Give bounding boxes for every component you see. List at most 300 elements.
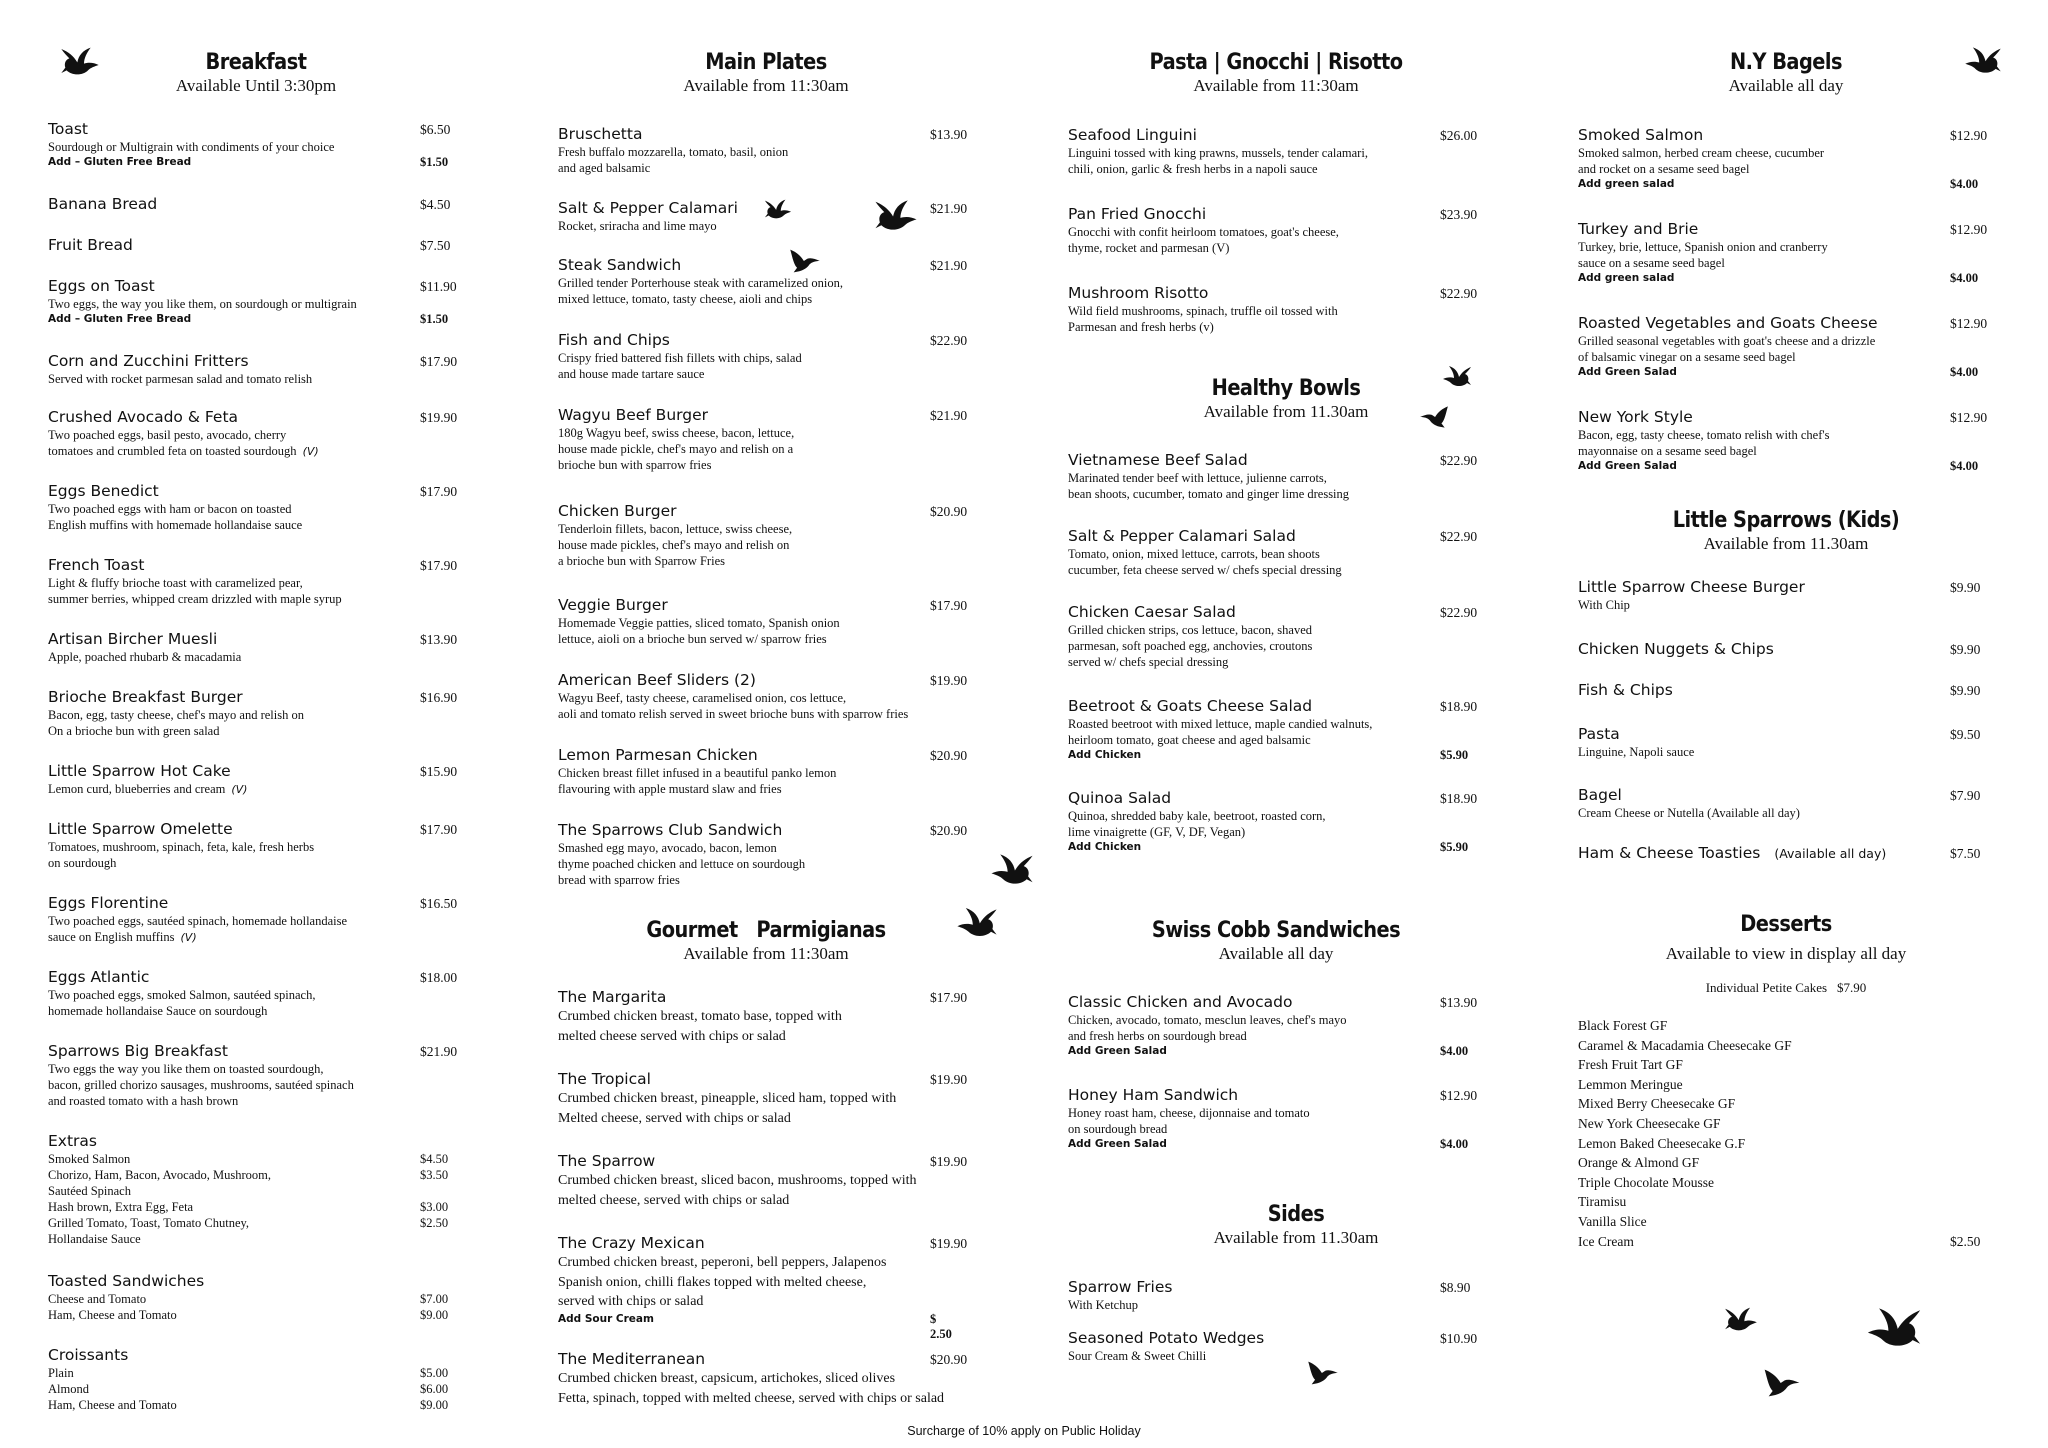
menu-item[interactable]: [1068, 284, 1478, 335]
item-desc: a brioche bun with Sparrow Fries: [558, 554, 725, 568]
cake-item: Tiramisu: [1578, 1194, 1627, 1210]
item-price: $17.90: [930, 990, 968, 1005]
item-desc: Two eggs the way you like them on toasted sourdough,: [48, 1062, 324, 1076]
kids-title: Little Sparrows (Kids): [1672, 508, 1900, 533]
item-price: $18.90: [1440, 699, 1478, 714]
item-name: Eggs on Toast: [48, 277, 155, 295]
item-name: Classic Chicken and Avocado: [1068, 993, 1293, 1011]
item-name: Roasted Vegetables and Goats Cheese: [1578, 314, 1878, 332]
cobb-title: Swiss Cobb Sandwiches: [1151, 918, 1401, 943]
menu-item[interactable]: [558, 988, 968, 1046]
item-price: $7.50: [1950, 846, 1981, 861]
item-desc: Turkey, brie, lettuce, Spanish onion and cranberry: [1578, 240, 1828, 254]
extras-row: Sautéed Spinach: [48, 1184, 131, 1198]
extras-row: Hash brown, Extra Egg, Feta $3.00: [48, 1200, 449, 1214]
item-price: $10.90: [1440, 1331, 1478, 1346]
desserts-subtitle: Available to view in display all day: [1665, 944, 1907, 963]
item-desc: chili, onion, garlic & fresh herbs in a napoli sauce: [1068, 162, 1318, 176]
item-desc: thyme, rocket and parmesan (V): [1068, 241, 1230, 255]
item-name: The Mediterranean: [558, 1350, 706, 1368]
breakfast-title: Breakfast: [205, 50, 307, 75]
item-price: $4.50: [420, 197, 451, 212]
menu-item[interactable]: [1068, 527, 1478, 578]
extras-row: Hollandaise Sauce: [48, 1232, 141, 1246]
pasta-subtitle: Available from 11:30am: [1193, 76, 1359, 95]
menu-item[interactable]: [1068, 205, 1478, 256]
item-desc: Cream Cheese or Nutella (Available all day): [1578, 806, 1800, 820]
item-addon: Add Green Salad $4.00: [1068, 1137, 1469, 1151]
item-name: Brioche Breakfast Burger: [48, 688, 243, 706]
menu-item[interactable]: [48, 688, 458, 739]
item-price: $19.90: [420, 410, 458, 425]
item-price: $22.90: [1440, 453, 1478, 468]
cobb-subtitle: Available all day: [1218, 944, 1334, 963]
croissant-row: Plain $5.00: [48, 1366, 449, 1380]
item-addon: Add Chicken $5.90: [1068, 840, 1469, 854]
item-price: $19.90: [930, 673, 968, 688]
menu-item[interactable]: [1068, 1086, 1478, 1152]
bird-icon: [990, 852, 1034, 886]
menu-item[interactable]: [558, 746, 968, 797]
bird-icon: [1964, 46, 2002, 74]
menu-item[interactable]: [1068, 789, 1478, 855]
parmigianas-subtitle: Available from 11:30am: [683, 944, 849, 963]
menu-item[interactable]: [1068, 451, 1478, 502]
menu-item[interactable]: [558, 125, 968, 176]
item-desc: melted cheese, served with chips or salad: [558, 1192, 790, 1208]
sides-title: Sides: [1267, 1202, 1325, 1227]
menu-item[interactable]: [48, 236, 451, 255]
item-addon: Add Chicken $5.90: [1068, 748, 1469, 762]
menu-item[interactable]: [48, 482, 458, 533]
menu-item[interactable]: [558, 596, 968, 647]
bowls-title: Healthy Bowls: [1211, 376, 1361, 401]
menu-item[interactable]: [1578, 314, 1988, 380]
bagels-subtitle: Available all day: [1728, 76, 1844, 95]
menu-item[interactable]: [48, 762, 458, 798]
desserts-title: Desserts: [1740, 912, 1832, 937]
item-desc: Two poached eggs with ham or bacon on toasted: [48, 502, 292, 516]
bird-icon: [1418, 404, 1450, 430]
item-price: $17.90: [420, 484, 458, 499]
item-desc: on sourdough bread: [1068, 1122, 1168, 1136]
extras-row: Grilled Tomato, Toast, Tomato Chutney, $2.50: [48, 1216, 449, 1230]
item-desc: Grilled tender Porterhouse steak with caramelized onion,: [558, 276, 843, 290]
item-desc: Served with rocket parmesan salad and tomato relish: [48, 372, 313, 386]
item-desc: house made pickle, chef's mayo and relish on a: [558, 442, 794, 456]
item-desc: Bacon, egg, tasty cheese, tomato relish with chef's: [1578, 428, 1830, 442]
bird-icon: [956, 906, 998, 938]
item-name: Honey Ham Sandwich: [1068, 1086, 1239, 1104]
item-name: Vietnamese Beef Salad: [1068, 451, 1248, 469]
toasted-row: Cheese and Tomato $7.00: [48, 1292, 449, 1306]
menu-item[interactable]: [558, 671, 968, 722]
surcharge-note: Surcharge of 10% apply on Public Holiday: [907, 1424, 1141, 1438]
item-desc: Homemade Veggie patties, sliced tomato, Spanish onion: [558, 616, 840, 630]
item-desc: Marinated tender beef with lettuce, julienne carrots,: [1068, 471, 1327, 485]
item-name: Fish & Chips: [1578, 681, 1673, 699]
extras-title: Extras: [48, 1132, 97, 1150]
item-desc: bread with sparrow fries: [558, 873, 680, 887]
item-addon: Add Sour Cream $ 2.50: [558, 1311, 952, 1341]
item-desc: served w/ chefs special dressing: [1068, 655, 1229, 669]
item-desc: English muffins with homemade hollandaise sauce: [48, 518, 303, 532]
croissant-row: Ham, Cheese and Tomato $9.00: [48, 1398, 449, 1412]
cake-item: Triple Chocolate Mousse: [1578, 1174, 1714, 1190]
item-desc: homemade hollandaise Sauce on sourdough: [48, 1004, 268, 1018]
toasted-sandwiches-group: [48, 1272, 468, 1323]
item-desc: Light & fluffy brioche toast with caramelized pear,: [48, 576, 303, 590]
item-price: $7.50: [420, 238, 451, 253]
item-name: Bruschetta: [558, 125, 643, 143]
menu-item[interactable]: [1068, 603, 1478, 670]
item-desc: Wagyu Beef, tasty cheese, caramelised onion, cos lettuce,: [558, 691, 847, 705]
menu-item[interactable]: [1578, 786, 1981, 821]
menu-item[interactable]: [1578, 578, 1981, 613]
item-name: Chicken Nuggets & Chips: [1578, 640, 1774, 658]
cake-item: Black Forest GF: [1578, 1018, 1668, 1033]
item-name: The Sparrows Club Sandwich: [558, 821, 783, 839]
item-desc: melted cheese served with chips or salad: [558, 1028, 786, 1044]
pasta-title: Pasta | Gnocchi | Risotto: [1149, 50, 1403, 75]
menu-item[interactable]: [1578, 640, 1981, 659]
item-desc: mayonnaise on a sesame seed bagel: [1578, 444, 1757, 458]
item-desc: and fresh herbs on sourdough bread: [1068, 1029, 1247, 1043]
item-desc: Crumbed chicken breast, peperoni, bell peppers, Jalapenos: [558, 1255, 887, 1270]
item-price: $12.90: [1950, 316, 1988, 331]
item-desc: Crumbed chicken breast, capsicum, artichokes, sliced olives: [558, 1371, 896, 1386]
menu-item[interactable]: [1068, 126, 1478, 177]
item-name: Fruit Bread: [48, 236, 133, 254]
item-price: $9.50: [1950, 727, 1981, 742]
item-desc: Fresh buffalo mozzarella, tomato, basil, onion: [558, 145, 789, 159]
item-price: $6.50: [420, 122, 451, 137]
item-desc: On a brioche bun with green salad: [48, 724, 220, 738]
menu-item[interactable]: [1068, 1329, 1478, 1364]
menu-item[interactable]: [1578, 725, 1981, 760]
item-name: Chicken Caesar Salad: [1068, 603, 1236, 621]
bird-icon: [764, 198, 792, 220]
menu-item[interactable]: [1578, 220, 1988, 286]
item-desc: Crispy fried battered fish fillets with chips, salad: [558, 351, 802, 365]
item-desc: and house made tartare sauce: [558, 367, 705, 381]
item-price: $22.90: [1440, 605, 1478, 620]
item-name: The Tropical: [558, 1070, 651, 1088]
cake-item: Mixed Berry Cheesecake GF: [1578, 1096, 1736, 1112]
item-desc: bacon, grilled chorizo sausages, mushrooms, sautéed spinach: [48, 1078, 354, 1092]
main-plates-title: Main Plates: [705, 50, 827, 75]
menu-item[interactable]: [558, 1152, 968, 1210]
item-price: $16.50: [420, 896, 458, 911]
petite-cakes-line: Individual Petite Cakes $7.90: [1705, 980, 1867, 995]
item-desc: Fetta, spinach, topped with melted cheese, served with chips or salad: [558, 1390, 945, 1406]
menu-item[interactable]: [48, 408, 458, 460]
menu-item[interactable]: [1068, 1278, 1471, 1313]
item-addon: Add – Gluten Free Bread $1.50: [48, 312, 449, 326]
cake-item: Caramel & Macadamia Cheesecake GF: [1578, 1037, 1792, 1053]
menu-item[interactable]: [48, 968, 458, 1019]
croissant-row: Almond $6.00: [48, 1382, 449, 1396]
bird-icon: [874, 198, 918, 232]
breakfast-column: [46, 0, 466, 1448]
menu-item[interactable]: [558, 1070, 968, 1128]
item-desc: house made pickles, chef's mayo and relish on: [558, 538, 790, 552]
item-name: Fish and Chips: [558, 331, 670, 349]
item-desc: Two poached eggs, smoked Salmon, sautéed spinach,: [48, 988, 316, 1002]
item-name: Eggs Florentine: [48, 894, 169, 912]
item-desc: Lemon curd, blueberries and cream (V): [48, 782, 248, 796]
item-desc: Grilled seasonal vegetables with goat's cheese and a drizzle: [1578, 334, 1876, 348]
menu-item[interactable]: [48, 556, 458, 607]
item-price: $7.90: [1950, 788, 1981, 803]
bagels-title: N.Y Bagels: [1729, 50, 1843, 75]
item-addon: Add Green Salad $4.00: [1578, 365, 1979, 379]
cake-item: Lemmon Meringue: [1578, 1076, 1683, 1092]
cake-item: New York Cheesecake GF: [1578, 1115, 1721, 1131]
item-desc: Honey roast ham, cheese, dijonnaise and tomato: [1068, 1106, 1310, 1120]
bird-icon: [1442, 364, 1472, 388]
menu-item[interactable]: [558, 331, 968, 382]
item-desc: mixed lettuce, tomato, tasty cheese, aioli and chips: [558, 292, 813, 306]
croissants-group: [48, 1346, 468, 1413]
item-price: $15.90: [420, 764, 458, 779]
item-desc: and roasted tomato with a hash brown: [48, 1094, 239, 1108]
item-price: $20.90: [930, 748, 968, 763]
item-price: $17.90: [420, 558, 458, 573]
menu-item[interactable]: [48, 277, 457, 327]
item-desc: cucumber, feta cheese served w/ chefs special dressing: [1068, 563, 1342, 577]
item-desc: sauce on English muffins (V): [48, 930, 197, 944]
item-name: Steak Sandwich: [558, 256, 682, 274]
item-price: $19.90: [930, 1072, 968, 1087]
item-addon: Add Green Salad $4.00: [1068, 1044, 1469, 1058]
cake-item: Lemon Baked Cheesecake G.F: [1578, 1135, 1746, 1151]
item-name: Bagel: [1578, 786, 1622, 804]
item-desc: aoli and tomato relish served in sweet brioche buns with sparrow fries: [558, 707, 909, 721]
item-name: Lemon Parmesan Chicken: [558, 746, 758, 764]
bird-icon: [788, 248, 822, 274]
item-desc: Grilled chicken strips, cos lettuce, bacon, shaved: [1068, 623, 1313, 637]
item-desc: 180g Wagyu beef, swiss cheese, bacon, lettuce,: [558, 426, 795, 440]
menu-item[interactable]: [1578, 681, 1981, 700]
item-desc: Chicken breast fillet infused in a beautiful panko lemon: [558, 766, 837, 780]
item-addon: Add green salad $4.00: [1578, 271, 1979, 285]
bird-icon: [1866, 1306, 1922, 1348]
item-desc: Linguine, Napoli sauce: [1578, 745, 1695, 759]
menu-item[interactable]: [48, 894, 458, 946]
item-desc: Parmesan and fresh herbs (v): [1068, 320, 1214, 334]
menu-item[interactable]: [48, 820, 458, 871]
menu-item[interactable]: [1068, 697, 1478, 763]
item-price: $20.90: [930, 504, 968, 519]
item-desc: With Chip: [1578, 598, 1630, 612]
item-name: New York Style: [1578, 408, 1693, 426]
menu-item[interactable]: [558, 406, 968, 473]
menu-item[interactable]: [48, 630, 458, 665]
item-price: $12.90: [1950, 128, 1988, 143]
item-addon: Add – Gluten Free Bread $1.50: [48, 155, 449, 169]
sides-subtitle: Available from 11.30am: [1213, 1228, 1379, 1247]
item-name: Beetroot & Goats Cheese Salad: [1068, 697, 1313, 715]
item-desc: Apple, poached rhubarb & macadamia: [48, 650, 242, 664]
item-price: $19.90: [930, 1154, 968, 1169]
item-desc: Linguini tossed with king prawns, mussels, tender calamari,: [1068, 146, 1368, 160]
item-desc: lettuce, aioli on a brioche bun served w/ sparrow fries: [558, 632, 827, 646]
item-desc: heirloom tomato, goat cheese and aged balsamic: [1068, 733, 1311, 747]
item-desc: of balsamic vinegar on a sesame seed bagel: [1578, 350, 1796, 364]
item-price: $17.90: [420, 822, 458, 837]
menu-item[interactable]: [1578, 408, 1988, 474]
item-desc: Sourdough or Multigrain with condiments of your choice: [48, 140, 335, 154]
item-price: $20.90: [930, 823, 968, 838]
item-desc: flavouring with apple mustard slaw and fries: [558, 782, 782, 796]
menu-item[interactable]: [1068, 993, 1478, 1059]
item-desc: sauce on a sesame seed bagel: [1578, 256, 1725, 270]
item-name: Crushed Avocado & Feta: [48, 408, 239, 426]
item-price: $18.90: [1440, 791, 1478, 806]
item-price: $13.90: [420, 632, 458, 647]
item-desc: Sour Cream & Sweet Chilli: [1068, 1349, 1207, 1363]
cake-item: Orange & Almond GF: [1578, 1155, 1700, 1171]
menu-item[interactable]: [1578, 126, 1988, 192]
item-desc: Bacon, egg, tasty cheese, chef's mayo and relish on: [48, 708, 304, 722]
item-price: $22.90: [930, 333, 968, 348]
cake-item: Ice Cream $2.50: [1578, 1233, 1981, 1249]
item-name: Eggs Atlantic: [48, 968, 150, 986]
availability-note: (Available all day): [1774, 846, 1887, 861]
item-price: $20.90: [930, 1352, 968, 1367]
item-desc: parmesan, soft poached egg, anchovies, croutons: [1068, 639, 1313, 653]
item-price: $12.90: [1950, 222, 1988, 237]
item-name: The Margarita: [558, 988, 667, 1006]
item-desc: Crumbed chicken breast, tomato base, topped with: [558, 1009, 842, 1024]
item-name: The Crazy Mexican: [558, 1234, 705, 1252]
item-desc: Crumbed chicken breast, sliced bacon, mushrooms, topped with: [558, 1173, 917, 1188]
item-name: Sparrows Big Breakfast: [48, 1042, 228, 1060]
item-name: Turkey and Brie: [1578, 220, 1699, 238]
item-name: Banana Bread: [48, 195, 158, 213]
menu-item[interactable]: [48, 195, 451, 214]
cake-item: Fresh Fruit Tart GF: [1578, 1057, 1683, 1073]
menu-item[interactable]: [558, 1350, 968, 1408]
item-desc: Two poached eggs, sautéed spinach, homemade hollandaise: [48, 914, 348, 928]
item-price: $18.00: [420, 970, 458, 985]
menu-item[interactable]: [558, 821, 968, 888]
item-desc: bean shoots, cucumber, tomato and ginger lime dressing: [1068, 487, 1350, 501]
bagels-kids-column: [1576, 0, 1996, 1448]
item-desc: and aged balsamic: [558, 161, 651, 175]
extras-row: Smoked Salmon $4.50: [48, 1152, 449, 1166]
toasted-row: Ham, Cheese and Tomato $9.00: [48, 1308, 449, 1322]
item-name: Chicken Burger: [558, 502, 677, 520]
item-price: $16.90: [420, 690, 458, 705]
menu-item[interactable]: [558, 199, 968, 234]
bird-icon: [1762, 1368, 1802, 1398]
item-desc: Crumbed chicken breast, pineapple, sliced ham, topped with: [558, 1091, 897, 1106]
item-price: $21.90: [930, 201, 968, 216]
item-name: French Toast: [48, 556, 145, 574]
cake-item: Vanilla Slice: [1578, 1213, 1647, 1229]
item-addon: Add green salad $4.00: [1578, 177, 1979, 191]
item-desc: and rocket on a sesame seed bagel: [1578, 162, 1750, 176]
item-name: Seasoned Potato Wedges: [1068, 1329, 1265, 1347]
item-desc: Tomato, onion, mixed lettuce, carrots, bean shoots: [1068, 547, 1320, 561]
item-price: $9.90: [1950, 683, 1981, 698]
item-desc: Roasted beetroot with mixed lettuce, maple candied walnuts,: [1068, 717, 1373, 731]
item-price: $12.90: [1950, 410, 1988, 425]
item-price: $9.90: [1950, 580, 1981, 595]
item-name: Wagyu Beef Burger: [558, 406, 708, 424]
menu-item[interactable]: [48, 120, 451, 170]
item-desc: Smoked salmon, herbed cream cheese, cucumber: [1578, 146, 1825, 160]
extras-group: [48, 1132, 468, 1247]
menu-item[interactable]: [48, 1042, 458, 1109]
item-name: Sparrow Fries: [1068, 1278, 1173, 1296]
bird-icon: [60, 46, 100, 76]
item-price: $21.90: [930, 408, 968, 423]
pasta-bowls-column: [1066, 0, 1486, 1448]
extras-row: Chorizo, Ham, Bacon, Avocado, Mushroom, $3.50: [48, 1168, 449, 1182]
item-name: Little Sparrow Omelette: [48, 820, 233, 838]
menu-item[interactable]: [48, 352, 458, 387]
item-price: $13.90: [1440, 995, 1478, 1010]
item-desc: Tomatoes, mushroom, spinach, feta, kale, fresh herbs: [48, 840, 315, 854]
item-name: Pasta: [1578, 725, 1620, 743]
menu-item[interactable]: [558, 1234, 968, 1341]
item-desc: brioche bun with sparrow fries: [558, 458, 712, 472]
item-name: Eggs Benedict: [48, 482, 159, 500]
item-addon: Add Green Salad $4.00: [1578, 459, 1979, 473]
toasted-title: Toasted Sandwiches: [48, 1272, 205, 1290]
menu-item[interactable]: [1578, 844, 1981, 863]
item-name: Quinoa Salad: [1068, 789, 1172, 807]
item-price: $9.90: [1950, 642, 1981, 657]
bowls-subtitle: Available from 11.30am: [1203, 402, 1369, 421]
item-name: Toast: [48, 120, 88, 138]
item-name: Salt & Pepper Calamari: [558, 199, 738, 217]
item-desc: Two poached eggs, basil pesto, avocado, cherry: [48, 428, 287, 442]
cakes-list: [1578, 1016, 1998, 1251]
item-desc: Two eggs, the way you like them, on sourdough or multigrain: [48, 297, 357, 311]
item-name: Veggie Burger: [558, 596, 668, 614]
item-price: $23.90: [1440, 207, 1478, 222]
item-name: Mushroom Risotto: [1068, 284, 1209, 302]
breakfast-subtitle: Available Until 3:30pm: [175, 76, 337, 95]
item-price: $11.90: [420, 279, 457, 294]
item-name: Little Sparrow Cheese Burger: [1578, 578, 1805, 596]
item-name: Corn and Zucchini Fritters: [48, 352, 249, 370]
item-price: $21.90: [930, 258, 968, 273]
item-desc: Melted cheese, served with chips or salad: [558, 1110, 791, 1126]
item-name: Salt & Pepper Calamari Salad: [1068, 527, 1296, 545]
item-price: $17.90: [420, 354, 458, 369]
item-price: $8.90: [1440, 1280, 1471, 1295]
item-desc: Chicken, avocado, tomato, mesclun leaves, chef's mayo: [1068, 1013, 1347, 1027]
parmigianas-title: Gourmet Parmigianas: [646, 918, 886, 943]
item-name: Little Sparrow Hot Cake: [48, 762, 231, 780]
item-price: $12.90: [1440, 1088, 1478, 1103]
item-price: $22.90: [1440, 286, 1478, 301]
vegetarian-tag: (V): [180, 931, 197, 944]
item-name: Pan Fried Gnocchi: [1068, 205, 1207, 223]
item-desc: Smashed egg mayo, avocado, bacon, lemon: [558, 841, 777, 855]
item-desc: Wild field mushrooms, spinach, truffle oil tossed with: [1068, 304, 1338, 318]
item-name: Smoked Salmon: [1578, 126, 1704, 144]
item-name: Seafood Linguini: [1068, 126, 1197, 144]
menu-item[interactable]: [558, 502, 968, 569]
item-desc: With Ketchup: [1068, 1298, 1138, 1312]
croissants-title: Croissants: [48, 1346, 129, 1364]
